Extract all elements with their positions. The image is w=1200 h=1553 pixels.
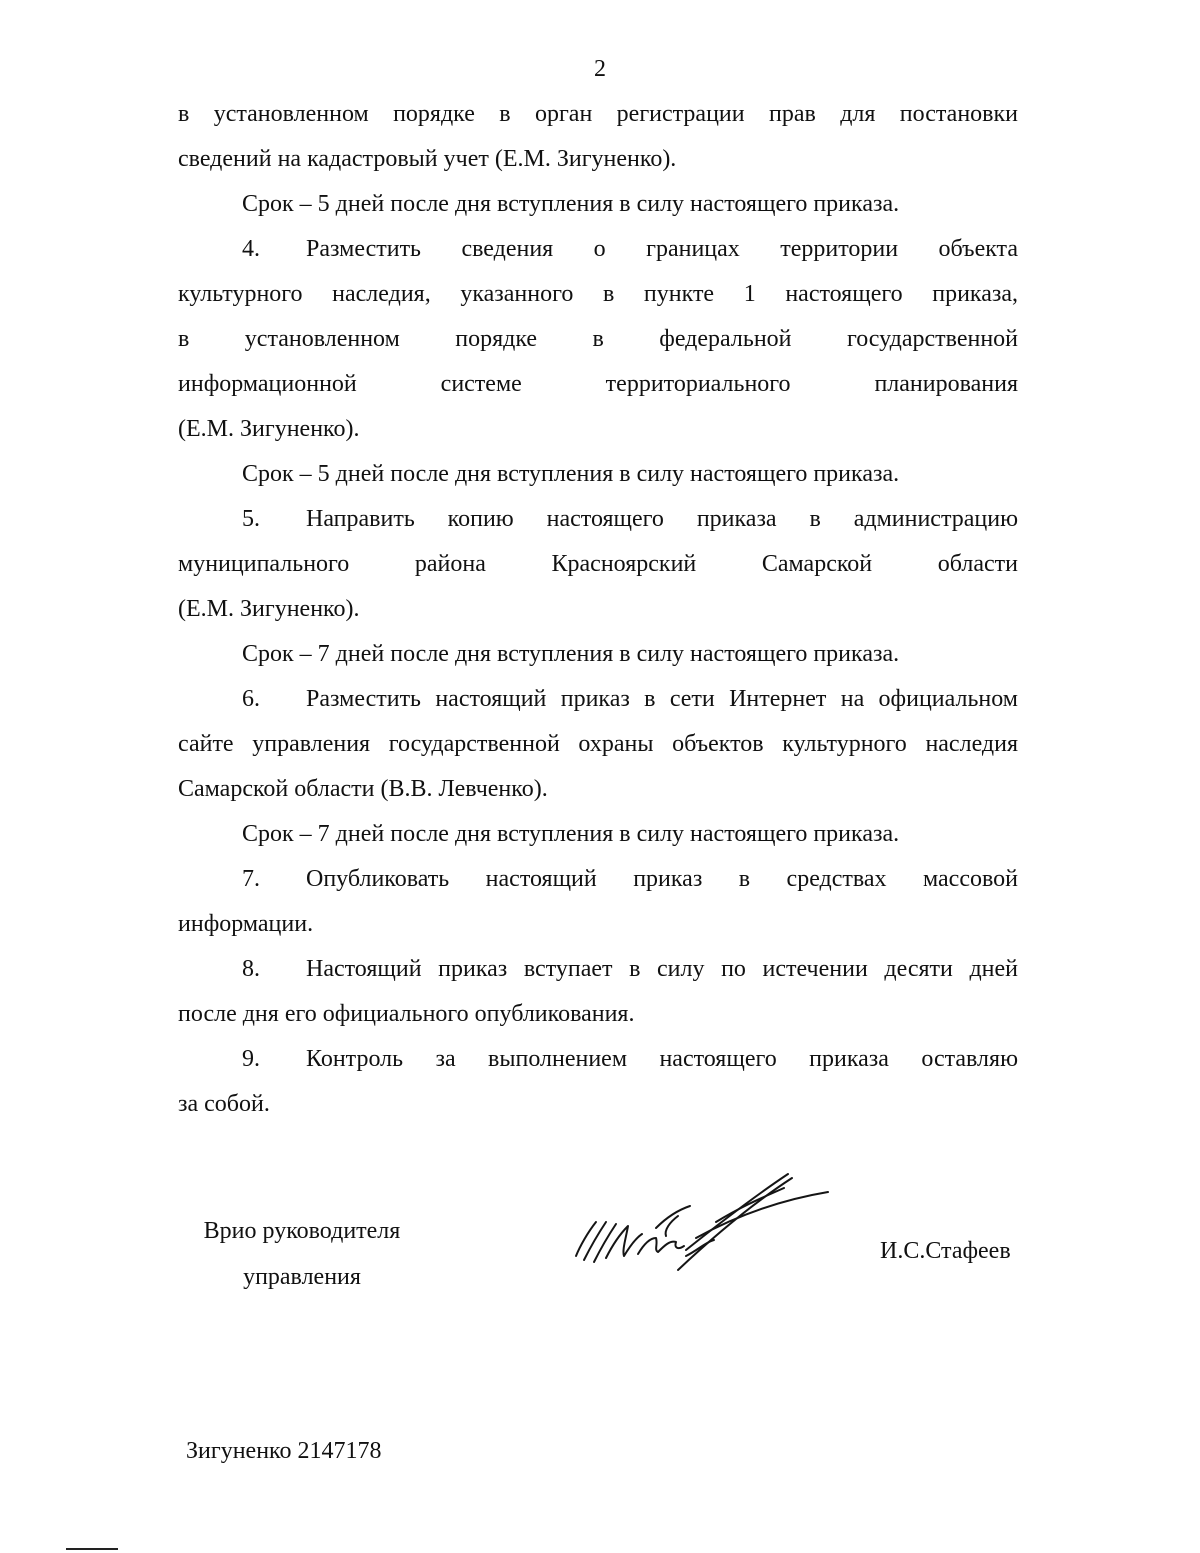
body-line — [178, 992, 1018, 1037]
item-number: 9. — [242, 1046, 260, 1072]
signatory-position-line-2: управления — [243, 1264, 361, 1290]
executor-contact: Зигуненко 2147178 — [186, 1438, 382, 1464]
body-line — [178, 317, 1018, 362]
item-number: 6. — [242, 686, 260, 712]
body-line — [178, 722, 1018, 767]
body-line — [178, 1037, 1018, 1082]
body-line — [178, 362, 1018, 407]
item-number: 5. — [242, 506, 260, 532]
line-text: в установленном порядке в федеральной государственной — [178, 326, 1018, 352]
body-line — [178, 497, 1018, 542]
body-line — [178, 857, 1018, 902]
document-body — [178, 92, 1018, 1127]
body-line — [178, 947, 1018, 992]
body-line — [178, 632, 1018, 677]
body-line — [178, 542, 1018, 587]
line-text: Самарской области (В.В. Левченко). — [178, 776, 548, 802]
body-line — [178, 137, 1018, 182]
body-line — [178, 227, 1018, 272]
line-text: информации. — [178, 911, 314, 937]
item-number: 7. — [242, 866, 260, 892]
line-text: сайте управления государственной охраны объектов культурного наследия — [178, 731, 1018, 757]
line-text: сведений на кадастровый учет (Е.М. Зигуненко). — [178, 146, 677, 172]
line-text: (Е.М. Зигуненко). — [178, 596, 360, 622]
body-line — [178, 587, 1018, 632]
line-text: (Е.М. Зигуненко). — [178, 416, 360, 442]
body-line — [178, 902, 1018, 947]
line-text: за собой. — [178, 1091, 270, 1117]
handwritten-signature — [566, 1160, 836, 1284]
line-text: в установленном порядке в орган регистрации прав для постановки — [178, 101, 1018, 127]
line-text: Срок – 7 дней после дня вступления в силу настоящего приказа. — [242, 641, 900, 667]
line-text: Разместить сведения о границах территории объекта — [306, 236, 1018, 262]
body-line — [178, 407, 1018, 452]
body-line — [178, 1082, 1018, 1127]
line-text: Срок – 5 дней после дня вступления в силу настоящего приказа. — [242, 461, 900, 487]
line-text: Настоящий приказ вступает в силу по истечении десяти дней — [306, 956, 1018, 982]
line-text: Направить копию настоящего приказа в администрацию — [306, 506, 1018, 532]
line-text: Опубликовать настоящий приказ в средствах массовой — [306, 866, 1018, 892]
signatory-position — [192, 1208, 412, 1300]
line-text: Разместить настоящий приказ в сети Интернет на официальном — [306, 686, 1018, 712]
body-line — [178, 812, 1018, 857]
footer-rule — [66, 1548, 118, 1550]
line-text: информационной системе территориального планирования — [178, 371, 1018, 397]
line-text: после дня его официального опубликования. — [178, 1001, 635, 1027]
body-line — [178, 677, 1018, 722]
item-number: 8. — [242, 956, 260, 982]
signatory-name: И.С.Стафеев — [880, 1238, 1011, 1264]
body-line — [178, 767, 1018, 812]
line-text: муниципального района Красноярский Самарской области — [178, 551, 1018, 577]
line-text: культурного наследия, указанного в пункте 1 настоящего приказа, — [178, 281, 1018, 307]
line-text: Срок – 5 дней после дня вступления в силу настоящего приказа. — [242, 191, 900, 217]
line-text: Контроль за выполнением настоящего приказа оставляю — [306, 1046, 1018, 1072]
line-text: Срок – 7 дней после дня вступления в силу настоящего приказа. — [242, 821, 900, 847]
body-line — [178, 182, 1018, 227]
body-line — [178, 92, 1018, 137]
signatory-position-line-1: Врио руководителя — [203, 1218, 401, 1244]
body-line — [178, 452, 1018, 497]
item-number: 4. — [242, 236, 260, 262]
body-line — [178, 272, 1018, 317]
page-number: 2 — [594, 56, 606, 82]
